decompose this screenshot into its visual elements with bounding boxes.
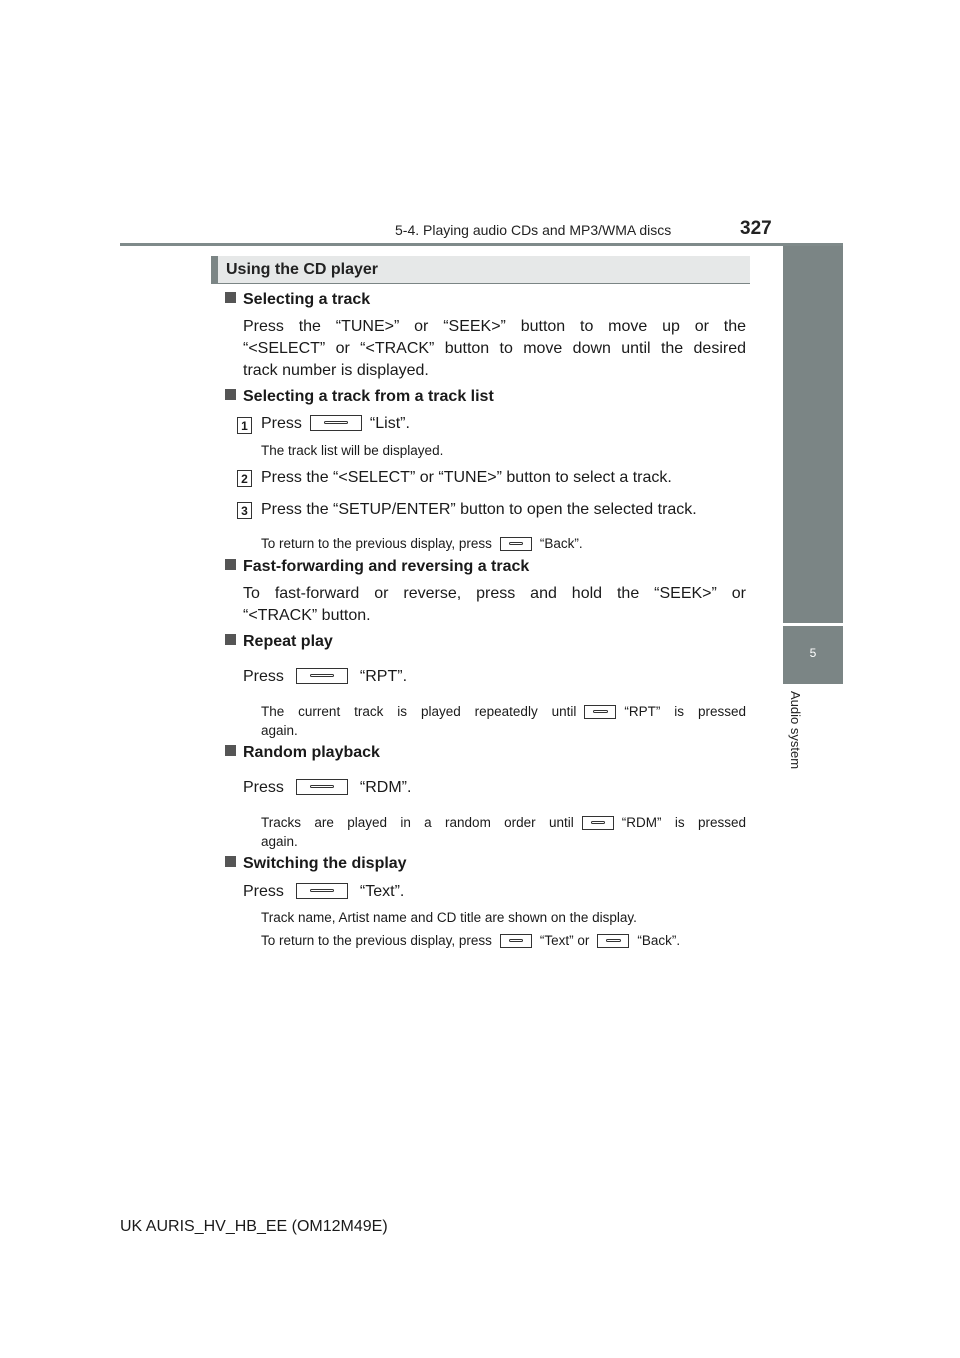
step-number-3: 3 bbox=[237, 502, 252, 519]
screen-button-icon bbox=[584, 705, 616, 719]
switch-note-2 bbox=[261, 931, 680, 950]
screen-button-icon bbox=[296, 883, 348, 899]
step-number-2: 2 bbox=[237, 470, 252, 487]
text-line: “<TRACK” button. bbox=[243, 607, 371, 624]
screen-button-icon bbox=[296, 779, 348, 795]
note-text: To return to the previous display, press bbox=[261, 933, 492, 948]
section-title-box bbox=[211, 256, 750, 284]
heading-fast-forward bbox=[225, 558, 529, 576]
switch-press-line bbox=[243, 881, 404, 903]
text-line: To fast-forward or reverse, press and hold the “SEEK>” or bbox=[243, 585, 746, 602]
press-text: Press bbox=[261, 415, 302, 432]
track-list-note bbox=[261, 534, 583, 553]
heading-switch-display bbox=[225, 855, 407, 873]
repeat-press-line bbox=[243, 666, 407, 688]
note-text: To return to the previous display, press bbox=[261, 536, 492, 551]
bullet-square-icon bbox=[225, 856, 236, 867]
press-text: Press bbox=[243, 883, 284, 900]
repeat-note bbox=[261, 702, 746, 740]
screen-button-icon bbox=[582, 816, 614, 830]
note-line: again. bbox=[261, 723, 298, 738]
random-note bbox=[261, 813, 746, 851]
screen-button-icon bbox=[500, 537, 532, 551]
screen-button-icon bbox=[500, 934, 532, 948]
chapter-label: Audio system bbox=[788, 691, 803, 770]
note-text: “Text” or bbox=[539, 933, 590, 948]
text-line: “<SELECT” or “<TRACK” button to move down until the desired bbox=[243, 340, 746, 357]
heading-text: Fast-forwarding and reversing a track bbox=[243, 558, 530, 575]
note-text: Tracks are played in a random order until bbox=[261, 815, 574, 830]
note-text: “Back”. bbox=[539, 536, 583, 551]
step-1-note: The track list will be displayed. bbox=[261, 443, 444, 458]
heading-text: Selecting a track from a track list bbox=[243, 388, 494, 405]
note-text: “RDM” is pressed bbox=[621, 815, 747, 830]
note-line: again. bbox=[261, 834, 298, 849]
fast-forward-body bbox=[243, 583, 746, 627]
selecting-track-body bbox=[243, 316, 746, 382]
heading-text: Switching the display bbox=[243, 855, 407, 872]
bullet-square-icon bbox=[225, 292, 236, 303]
note-text: The current track is played repeatedly until bbox=[261, 704, 577, 719]
page-number: 327 bbox=[740, 218, 772, 239]
step-3-text: Press the “SETUP/ENTER” button to open the selected track. bbox=[261, 501, 697, 518]
screen-button-icon bbox=[597, 934, 629, 948]
bullet-square-icon bbox=[225, 745, 236, 756]
step-number-1: 1 bbox=[237, 417, 252, 434]
heading-repeat bbox=[225, 633, 333, 651]
random-press-line bbox=[243, 777, 411, 799]
side-tab-chapter bbox=[783, 626, 843, 684]
heading-text: Random playback bbox=[243, 744, 380, 761]
note-text: “Back”. bbox=[637, 933, 681, 948]
button-label: “List”. bbox=[369, 415, 410, 432]
note-text: “RPT” is pressed bbox=[624, 704, 746, 719]
bullet-square-icon bbox=[225, 559, 236, 570]
footer-model: UK AURIS_HV_HB_EE (OM12M49E) bbox=[120, 1218, 388, 1235]
heading-random bbox=[225, 744, 380, 762]
heading-track-list bbox=[225, 388, 494, 406]
button-label: “RDM”. bbox=[359, 779, 412, 796]
switch-note-1: Track name, Artist name and CD title are shown on the display. bbox=[261, 910, 637, 925]
screen-button-icon bbox=[296, 668, 348, 684]
note-line bbox=[261, 702, 746, 721]
button-label: “Text”. bbox=[359, 883, 405, 900]
text-line: track number is displayed. bbox=[243, 362, 429, 379]
side-tab-upper bbox=[783, 246, 843, 623]
step-2-text: Press the “<SELECT” or “TUNE>” button to select a track. bbox=[261, 469, 672, 486]
button-label: “RPT”. bbox=[359, 668, 408, 685]
screen-button-icon bbox=[310, 415, 362, 431]
header-section-title: 5-4. Playing audio CDs and MP3/WMA discs bbox=[395, 222, 672, 238]
press-text: Press bbox=[243, 779, 284, 796]
press-text: Press bbox=[243, 668, 284, 685]
bullet-square-icon bbox=[225, 389, 236, 400]
heading-text: Repeat play bbox=[243, 633, 333, 650]
heading-text: Selecting a track bbox=[243, 291, 371, 308]
step-1-text bbox=[261, 413, 410, 435]
note-line bbox=[261, 813, 746, 832]
section-title: Using the CD player bbox=[226, 261, 379, 278]
text-line: Press the “TUNE>” or “SEEK>” button to move up or the bbox=[243, 318, 746, 335]
header-rule bbox=[120, 243, 843, 246]
bullet-square-icon bbox=[225, 634, 236, 645]
chapter-number: 5 bbox=[809, 646, 817, 660]
heading-selecting-track bbox=[225, 291, 370, 309]
